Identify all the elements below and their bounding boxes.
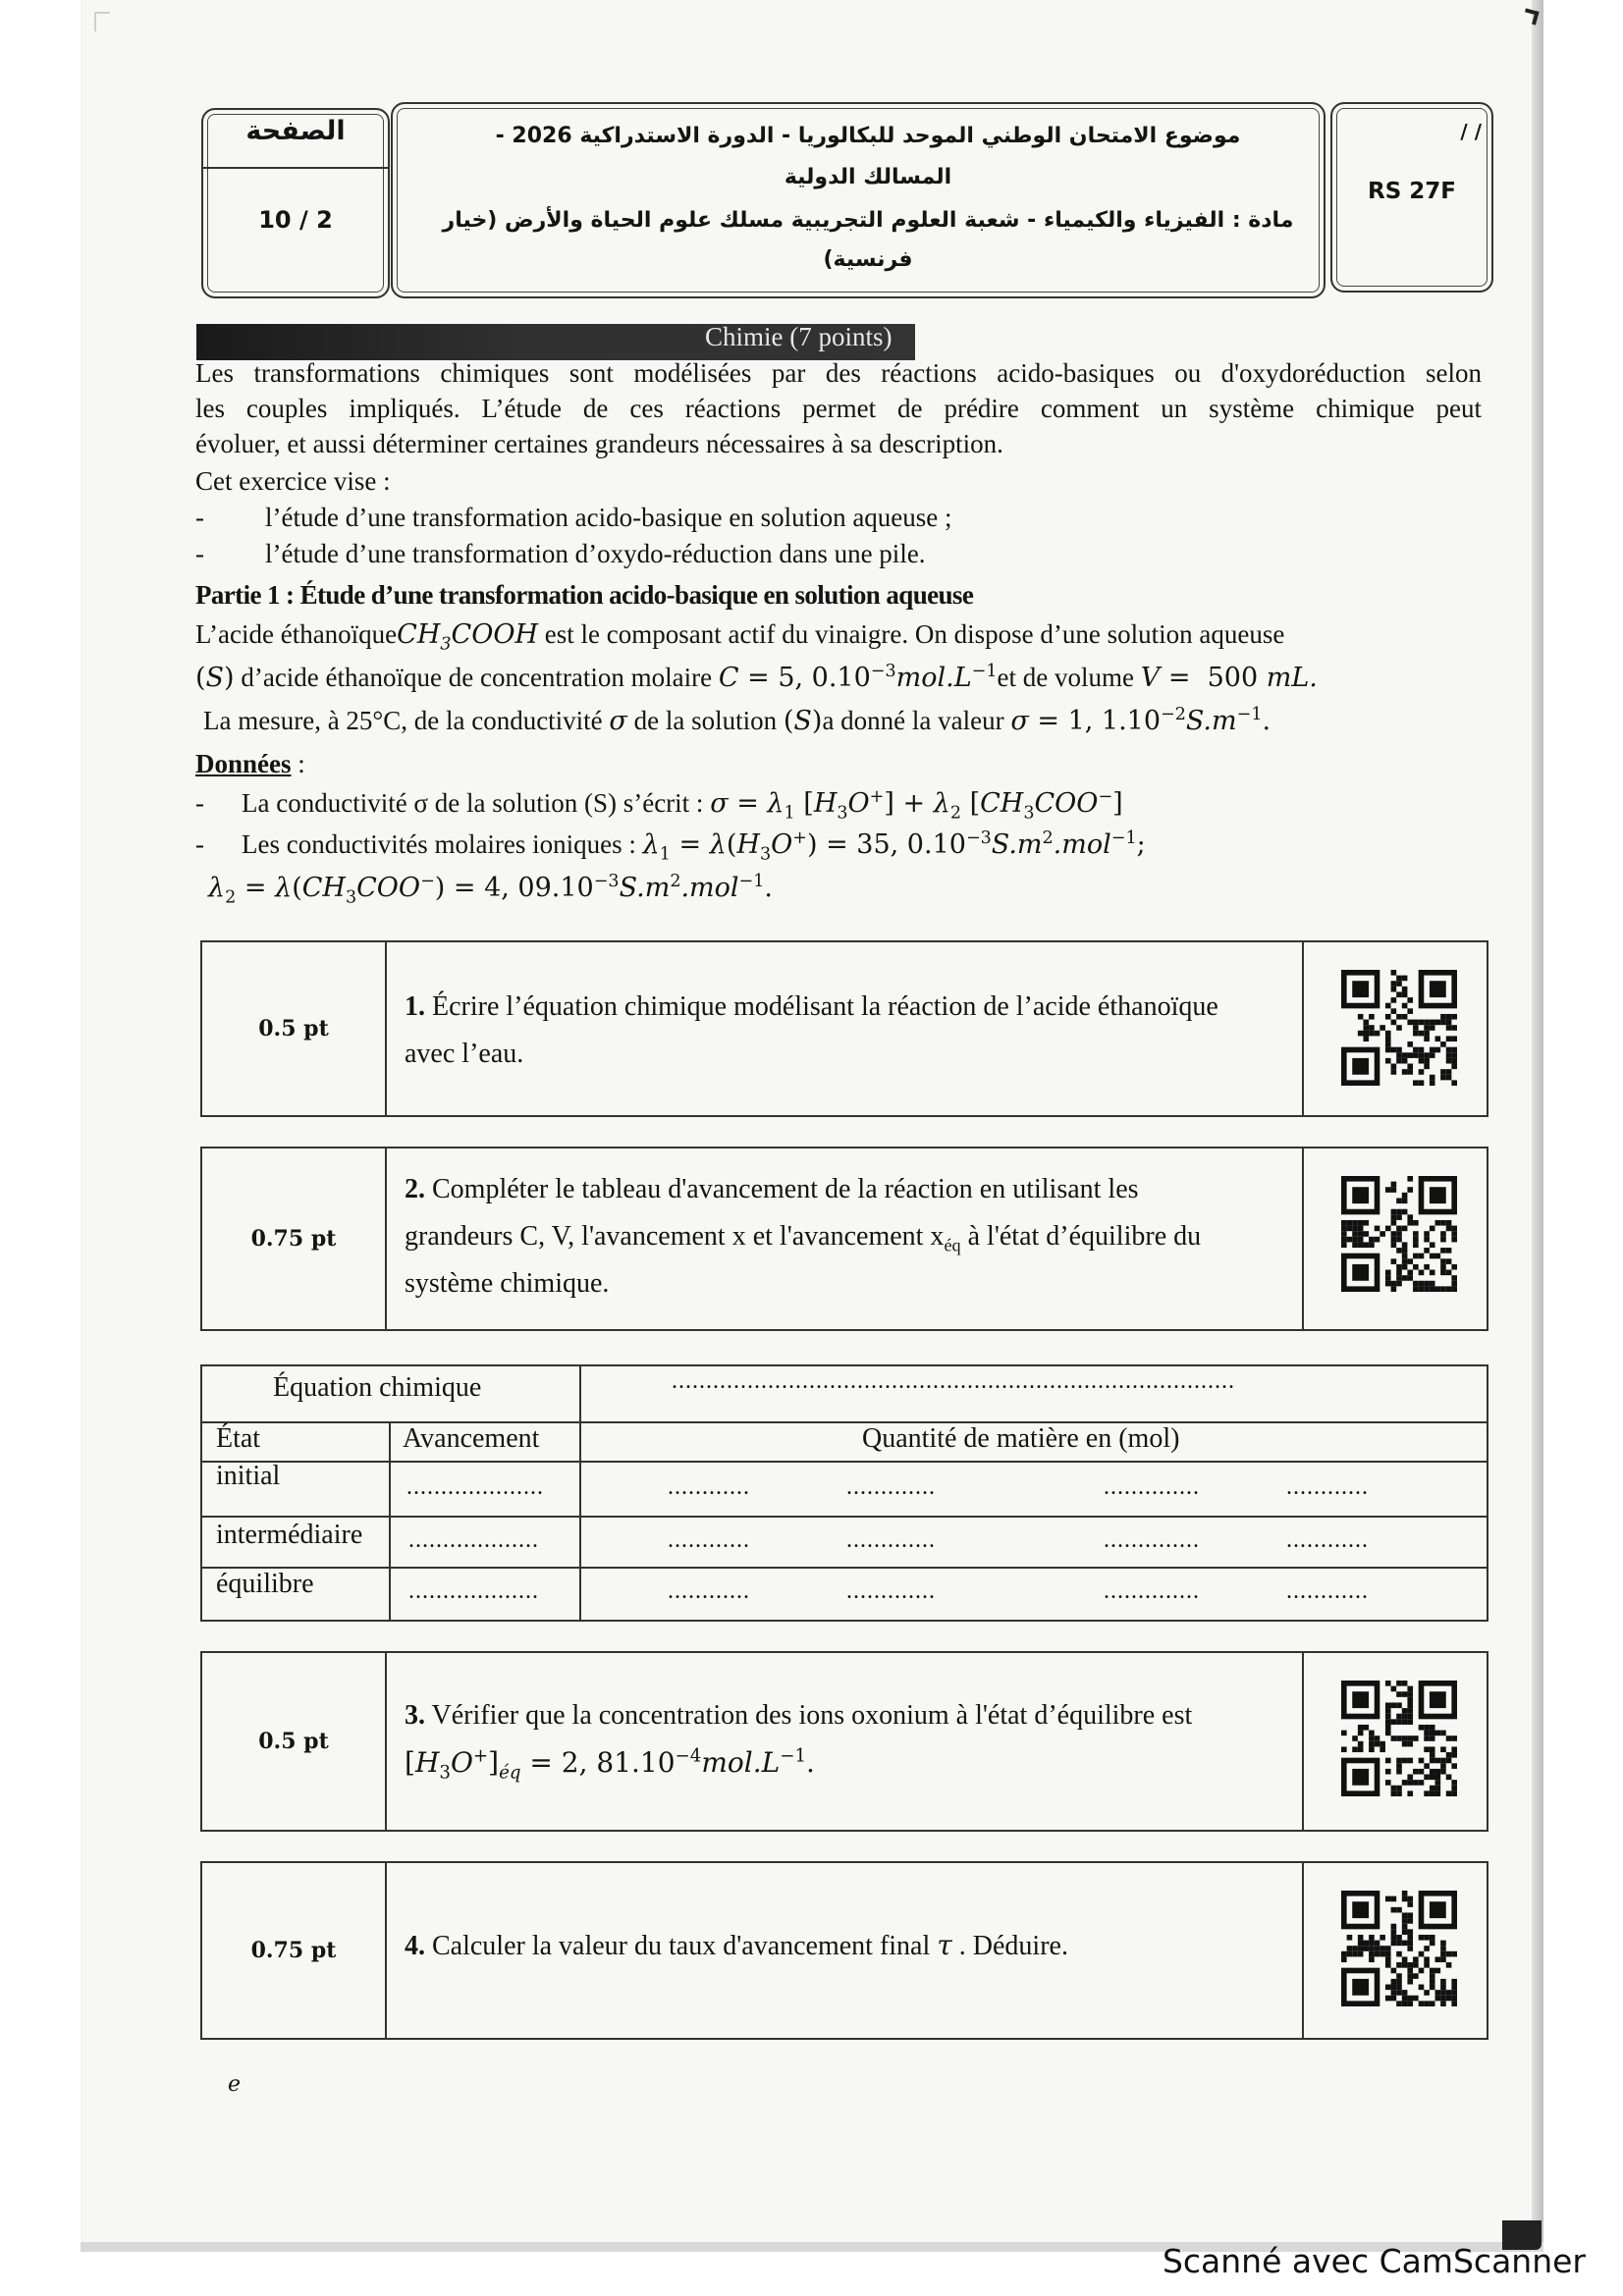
row-intermediate-q4: ............ bbox=[1286, 1527, 1369, 1553]
text-segment: est le composant actif du vinaigre. On dispose d’une solution aqueuse bbox=[544, 619, 1285, 649]
row-initial-q1: ............ bbox=[668, 1474, 750, 1500]
qr-code-icon bbox=[1341, 1176, 1457, 1292]
divider bbox=[203, 167, 388, 169]
exam-title-line-1: موضوع الامتحان الوطني الموحد للبكالوريا - الدورة الاستدراكية 2026 - bbox=[495, 124, 1241, 148]
row-initial-state: initial bbox=[216, 1461, 281, 1491]
question-4-box bbox=[200, 1861, 1488, 2040]
text-segment: La conductivité σ de la solution (S) s’écrit : bbox=[242, 788, 704, 818]
formula: σ bbox=[609, 706, 627, 736]
exam-title-line-2: المسالك الدولية bbox=[784, 165, 952, 189]
formula: $CH_3COOH$ bbox=[397, 619, 539, 655]
table-header-state: État bbox=[216, 1423, 261, 1454]
formula: $[H_3O^+]_{éq} = 2$, $81.10^{-4}mol.L^{-1}$. bbox=[405, 1745, 815, 1784]
formula: (S) bbox=[783, 706, 823, 736]
question-2-box bbox=[200, 1147, 1488, 1331]
row-initial-advancement: .................... bbox=[406, 1474, 544, 1500]
table-header-quantity: Quantité de matière en (mol) bbox=[862, 1423, 1180, 1454]
text-segment: d’acide éthanoïque de concentration molaire bbox=[241, 663, 713, 692]
stray-mark: ℯ bbox=[228, 2071, 242, 2096]
subscript: éq bbox=[944, 1235, 961, 1255]
row-equilibrium-q3: .............. bbox=[1104, 1578, 1200, 1604]
question-line: avec l’eau. bbox=[405, 1039, 524, 1069]
row-equilibrium-advancement: ................... bbox=[408, 1578, 539, 1604]
table-line bbox=[202, 1421, 1487, 1423]
question-3-points: 0.5 pt bbox=[202, 1653, 387, 1830]
question-number: 3. bbox=[405, 1700, 425, 1731]
text-segment: grandeurs C, V, l'avancement x et l'avancement x bbox=[405, 1221, 945, 1252]
table-header-advancement: Avancement bbox=[403, 1423, 540, 1454]
text-segment: de la solution bbox=[633, 706, 778, 735]
text-segment: La mesure, à 25°C, de la conductivité bbox=[203, 706, 603, 735]
question-1-text bbox=[405, 984, 1290, 1078]
section-title: Chimie (7 points) bbox=[705, 322, 893, 351]
qr-cell bbox=[1302, 942, 1487, 1115]
exam-title-line-4: فرنسية) bbox=[823, 247, 913, 272]
row-initial-q4: ............ bbox=[1286, 1474, 1369, 1500]
qr-cell bbox=[1302, 1653, 1487, 1830]
formula: (S) bbox=[195, 663, 235, 693]
question-2-text bbox=[405, 1166, 1290, 1308]
text-segment: Vérifier que la concentration des ions oxonium à l'état d’équilibre est bbox=[431, 1700, 1193, 1731]
bullet-dash: - bbox=[195, 503, 204, 532]
formula: V = 500 mL. bbox=[1140, 663, 1318, 693]
text-segment: Écrire l’équation chimique modélisant la réaction de l’acide éthanoïque bbox=[432, 991, 1218, 1022]
donnees-label bbox=[195, 746, 305, 781]
row-intermediate-advancement: ................... bbox=[408, 1527, 539, 1553]
question-4-text bbox=[405, 1922, 1290, 1970]
formula: $\sigma = \lambda_1$ $[H_3O^+] + \lambda_2$ $[CH_3COO^-]$ bbox=[710, 787, 1123, 824]
row-equilibrium-q1: ............ bbox=[668, 1578, 750, 1604]
scanner-watermark: Scanné avec CamScanner bbox=[1162, 2242, 1586, 2280]
bullet-dash: - bbox=[195, 788, 204, 818]
data-line-2 bbox=[242, 827, 1146, 863]
code-mark: / / bbox=[1460, 120, 1482, 143]
row-intermediate-q2: ............. bbox=[846, 1527, 936, 1553]
row-initial-q3: .............. bbox=[1104, 1474, 1200, 1500]
question-3-box bbox=[200, 1651, 1488, 1832]
text-segment: a donné la valeur bbox=[822, 706, 1004, 735]
page-label: الصفحة bbox=[245, 116, 346, 146]
question-number: 2. bbox=[405, 1174, 425, 1204]
row-equilibrium-q2: ............. bbox=[846, 1578, 936, 1604]
row-equilibrium-state: équilibre bbox=[216, 1569, 314, 1599]
row-initial-q2: ............. bbox=[846, 1474, 936, 1500]
question-line bbox=[405, 1692, 1290, 1739]
question-line bbox=[405, 1922, 1290, 1970]
formula: τ bbox=[937, 1929, 952, 1961]
data-line-1 bbox=[242, 785, 1123, 822]
aim-bullet-1: l’étude d’une transformation acido-basique en solution aqueuse ; bbox=[265, 503, 952, 532]
exam-title-box bbox=[391, 102, 1325, 298]
table-line bbox=[202, 1567, 1487, 1569]
question-line bbox=[405, 984, 1290, 1031]
aim-bullet-2: l’étude d’une transformation d’oxydo-réduction dans une pile. bbox=[265, 539, 926, 568]
part-1-title: Partie 1 : Étude d’une transformation acido-basique en solution aqueuse bbox=[195, 580, 974, 610]
question-line bbox=[405, 1739, 1290, 1788]
question-4-points: 0.75 pt bbox=[202, 1863, 387, 2038]
question-2-points: 0.75 pt bbox=[202, 1148, 387, 1329]
question-line: système chimique. bbox=[405, 1268, 610, 1299]
advancement-table bbox=[200, 1364, 1488, 1622]
qr-cell bbox=[1302, 1148, 1487, 1329]
formula: C = 5, $0.10^{-3}mol.L^{-1}$ bbox=[718, 662, 998, 693]
row-intermediate-state: intermédiaire bbox=[216, 1520, 363, 1550]
intro-line-3: évoluer, et aussi déterminer certaines grandeurs nécessaires à sa description. bbox=[195, 429, 1003, 458]
formula: $\lambda_2 = \lambda(CH_3COO^-) = 4$, $09.10^{-3}S.m^2.mol^{-1}$. bbox=[208, 872, 773, 908]
exam-code: RS 27F bbox=[1367, 179, 1456, 204]
qr-code-icon bbox=[1341, 1681, 1457, 1796]
aim-label: Cet exercice vise : bbox=[195, 466, 391, 496]
part-1-line-2 bbox=[195, 660, 1318, 696]
text-segment: L’acide éthanoïque bbox=[195, 619, 398, 649]
row-intermediate-q1: ............ bbox=[668, 1527, 750, 1553]
question-number: 1. bbox=[405, 991, 425, 1022]
exam-code-box bbox=[1330, 102, 1493, 293]
qr-code-icon bbox=[1341, 970, 1457, 1086]
part-1-line-3 bbox=[203, 703, 1271, 739]
part-1-line-1 bbox=[195, 616, 1284, 653]
table-line bbox=[202, 1516, 1487, 1518]
data-line-3 bbox=[208, 870, 773, 906]
corner-bracket-icon bbox=[94, 12, 110, 31]
table-line bbox=[389, 1421, 391, 1620]
question-3-text bbox=[405, 1692, 1290, 1788]
formula: σ = 1, $1.10^{-2}S.m^{-1}$. bbox=[1010, 705, 1271, 736]
question-line bbox=[405, 1166, 1290, 1213]
intro-line-1: Les transformations chimiques sont modélisées par des réactions acido-basiques ou d'oxydoréduction selon bbox=[195, 358, 1482, 388]
text-segment: Les conductivités molaires ioniques : bbox=[242, 829, 636, 859]
text-segment: Compléter le tableau d'avancement de la réaction en utilisant les bbox=[432, 1174, 1139, 1204]
intro-line-2: les couples impliqués. L’étude de ces réactions permet de prédire comment un système chimique peut bbox=[195, 394, 1482, 423]
question-1-points: 0.5 pt bbox=[202, 942, 387, 1115]
row-equilibrium-q4: ............ bbox=[1286, 1578, 1369, 1604]
text-segment: Données bbox=[195, 749, 292, 778]
qr-code-icon bbox=[1341, 1891, 1457, 2006]
formula: $\lambda_1 = \lambda(H_3O^+) = 35$, $0.10^{-3}S.m^2.mol^{-1}$; bbox=[642, 828, 1146, 865]
table-equation-blank: .................................................................................. bbox=[672, 1368, 1235, 1394]
table-line bbox=[579, 1366, 581, 1620]
page-number: 10 / 2 bbox=[258, 206, 333, 234]
text-segment: à l'état d’équilibre du bbox=[960, 1221, 1202, 1252]
exam-title-line-3: مادة : الفيزياء والكيمياء - شعبة العلوم التجريبية مسلك علوم الحياة والأرض (خيار bbox=[442, 208, 1294, 233]
bullet-dash: - bbox=[195, 829, 204, 859]
page-edge-shadow bbox=[1532, 0, 1543, 2248]
text-segment: : bbox=[291, 749, 305, 778]
row-intermediate-q3: .............. bbox=[1104, 1527, 1200, 1553]
question-1-box bbox=[200, 940, 1488, 1117]
text-segment: et de volume bbox=[997, 663, 1134, 692]
table-equation-label: Équation chimique bbox=[273, 1372, 482, 1403]
table-line bbox=[202, 1461, 1487, 1463]
question-number: 4. bbox=[405, 1931, 425, 1961]
bullet-dash: - bbox=[195, 539, 204, 568]
question-line bbox=[405, 1213, 1290, 1260]
qr-cell bbox=[1302, 1863, 1487, 2038]
text-segment: Calculer la valeur du taux d'avancement final bbox=[432, 1931, 931, 1961]
text-segment: . Déduire. bbox=[958, 1931, 1068, 1961]
page-number-box bbox=[201, 108, 390, 298]
